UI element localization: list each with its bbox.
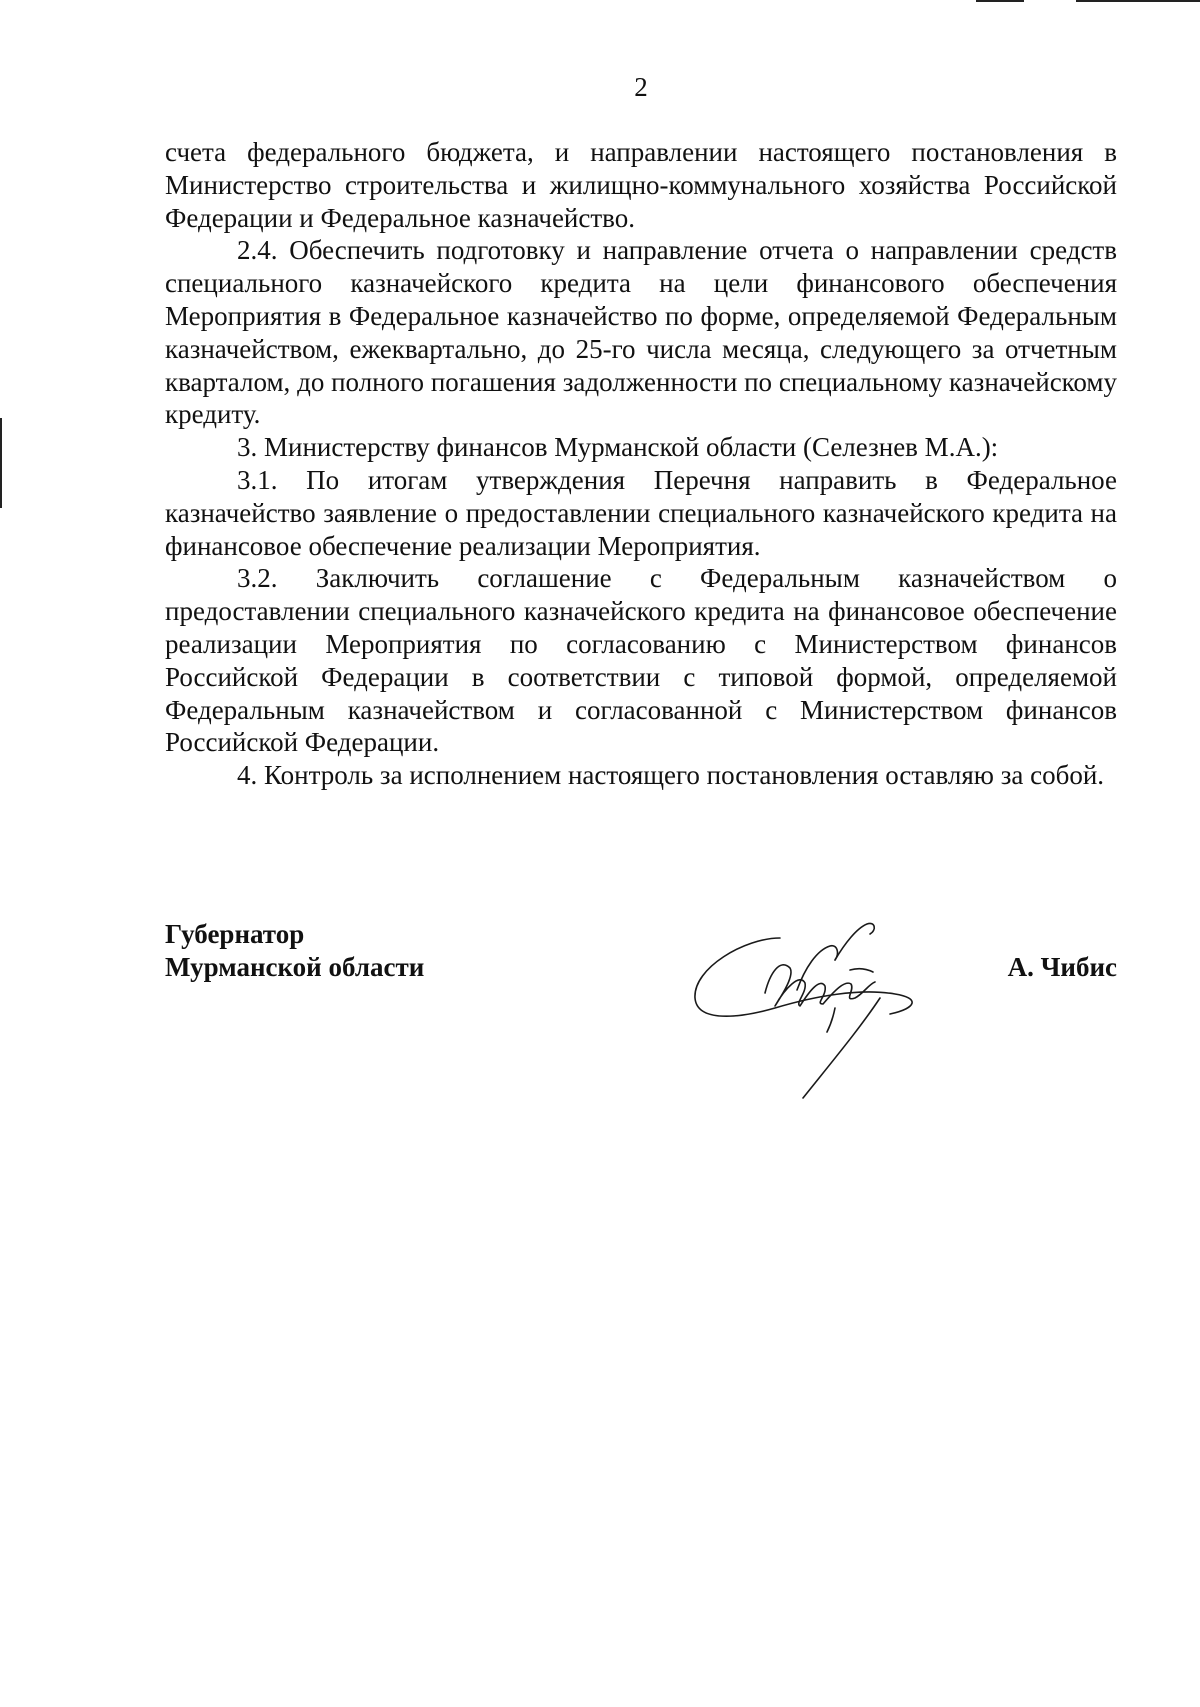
scan-artifact-top [976, 0, 1024, 2]
paragraph-4: 4. Контроль за исполнением настоящего постановления оставляю за собой. [237, 760, 1105, 791]
scan-artifact-left [0, 418, 2, 508]
paragraph-3: 3. Министерству финансов Мурманской области (Селезнев М.А.): [237, 432, 999, 463]
handwritten-signature [685, 898, 945, 1108]
page-number: 2 [634, 72, 648, 102]
signatory-position [165, 918, 424, 984]
paragraph-3-1: 3.1. По итогам утверждения Перечня направить в Федеральное казначейство заявление о предоставлении специального казначейского кредита на финансовое обеспечение реализации Мероприятия. [165, 464, 1117, 561]
signatory-position-line1: Губернатор [165, 919, 305, 949]
signature-block [165, 918, 1117, 1118]
scan-artifact-top [1076, 0, 1200, 2]
signatory-name: А. Чибис [1007, 952, 1117, 982]
signatory-position-line2: Мурманской области [165, 952, 425, 982]
paragraph-3-2: 3.2. Заключить соглашение с Федеральным казначейством о предоставлении специального казначейского кредита на финансовое обеспечение реализации Мероприятия по согласованию с Министерством финансов Российской Федерации в соответствии с типовой формой, определяемой Федеральным казначейством и согласованной с Министерством финансов Российской Федерации. [165, 563, 1117, 758]
paragraph-continuation: счета федерального бюджета, и направлении настоящего постановления в Министерство строительства и жилищно-коммунального хозяйства Российской Федерации и Федеральное казначейство. [165, 137, 1117, 233]
paragraph-2-4: 2.4. Обеспечить подготовку и направление отчета о направлении средств специального казначейского кредита на цели финансового обеспечения Мероприятия в Федеральное казначейство по форме, определяемой Федеральным казначейством, ежеквартально, до 25-го числа месяца, следующего за отчетным кварталом, до полного погашения задолженности по специальному казначейскому кредиту. [165, 235, 1117, 430]
document-body [165, 136, 1117, 792]
